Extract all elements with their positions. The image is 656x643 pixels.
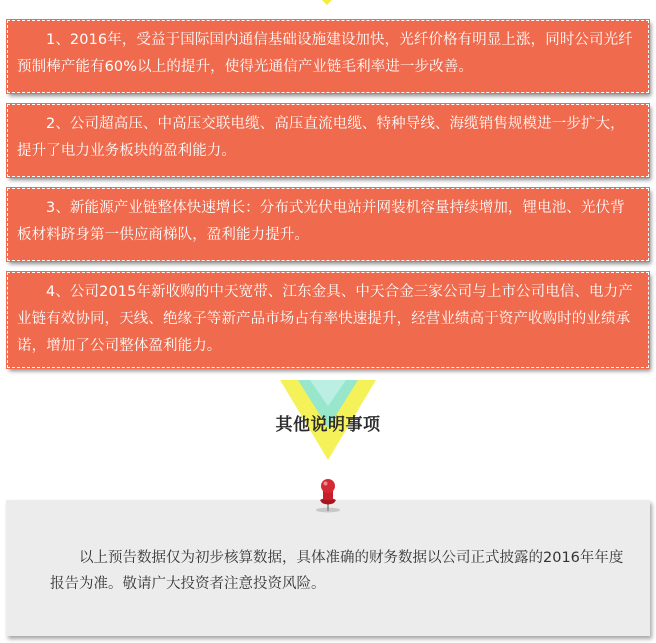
reason-text-3: 3、新能源产业链整体快速增长：分布式光伏电站并网装机容量持续增加，锂电池、光伏背板材料跻身第一供应商梯队，盈利能力提升。 <box>17 200 625 243</box>
note-text: 以上预告数据仅为初步核算数据，具体准确的财务数据以公司正式披露的2016年年度报告为准。敬请广大投资者注意投资风险。 <box>50 550 624 592</box>
note-box <box>6 500 650 636</box>
reason-text-2: 2、公司超高压、中高压交联电缆、高压直流电缆、特种导线、海缆销售规模进一步扩大，提升了电力业务板块的盈利能力。 <box>17 116 625 159</box>
reason-box-4 <box>7 272 649 368</box>
reason-box-2 <box>7 104 649 177</box>
pushpin-icon <box>311 478 345 518</box>
reason-box-1 <box>7 20 649 93</box>
reason-text-4: 4、公司2015年新收购的中天宽带、江东金具、中天合金三家公司与上市公司电信、电力产业链有效协同，天线、绝缘子等新产品市场占有率快速提升，经营业绩高于资产收购时的业绩承诺，增加了公司整体盈利能力。 <box>17 284 633 354</box>
reason-text-1: 1、2016年，受益于国际国内通信基础设施建设加快，光纤价格有明显上涨，同时公司光纤预制棒产能有60%以上的提升，使得光通信产业链毛利率进一步改善。 <box>17 32 633 75</box>
top-pointer-decoration <box>322 0 332 5</box>
section-title: 其他说明事项 <box>275 415 381 435</box>
reason-box-3 <box>7 188 649 261</box>
